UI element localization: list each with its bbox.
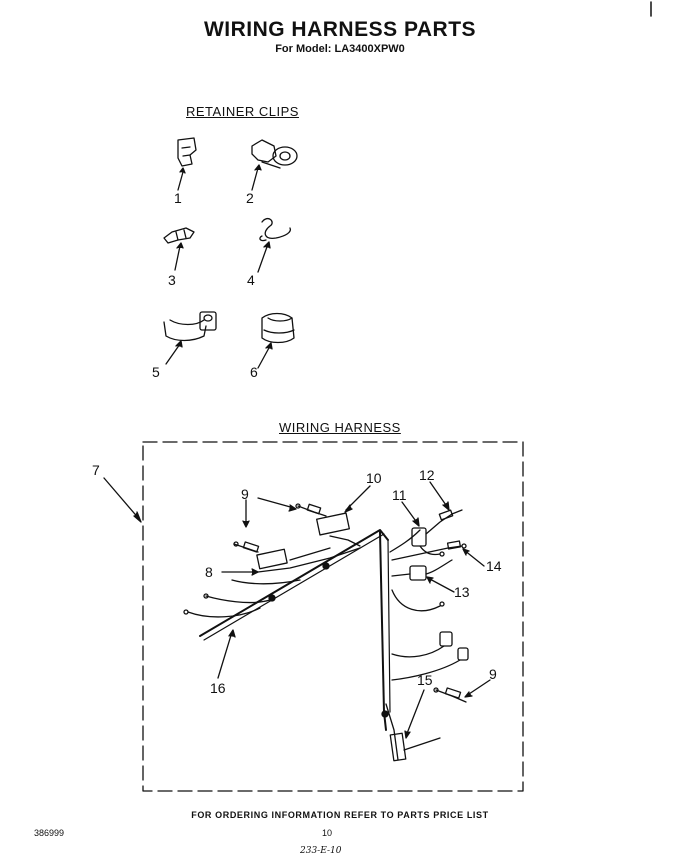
callout-11: 11 (392, 487, 407, 503)
retainer-clip-4-drawing (258, 219, 290, 272)
wiring-harness-drawing (184, 504, 468, 761)
page-title: WIRING HARNESS PARTS (203, 18, 477, 41)
retainer-clip-2-drawing (252, 140, 297, 190)
page-number: 10 (322, 828, 333, 838)
callout-8: 8 (205, 564, 213, 580)
ordering-note: FOR ORDERING INFORMATION REFER TO PARTS PRICE LIST (191, 810, 489, 820)
callout-3: 3 (168, 272, 176, 288)
callout-10: 10 (366, 470, 382, 486)
retainer-clip-6-drawing (258, 314, 294, 369)
callout-5: 5 (152, 364, 160, 380)
callout-6: 6 (250, 364, 258, 380)
callout-14: 14 (486, 558, 502, 574)
callout-9-top: 9 (241, 486, 249, 502)
model-subtitle: For Model: LA3400XPW0 (275, 43, 405, 55)
doc-number: 386999 (34, 828, 65, 838)
retainer-clip-1-drawing (178, 138, 196, 190)
retainer-clip-3-drawing (164, 228, 194, 270)
callout-12: 12 (419, 467, 435, 483)
harness-bounding-box (143, 442, 523, 791)
callout-7: 7 (92, 462, 100, 478)
wiring-harness-heading: WIRING HARNESS (279, 420, 401, 435)
callout-2: 2 (246, 190, 254, 206)
retainer-clip-5-drawing (164, 312, 216, 364)
handwritten-code: 233-E-10 (300, 846, 342, 856)
callout-1: 1 (174, 190, 182, 206)
callout-4: 4 (247, 272, 255, 288)
callout-9-right: 9 (489, 666, 497, 682)
callout-15: 15 (417, 672, 433, 688)
retainer-clips-heading: RETAINER CLIPS (186, 104, 299, 119)
callout-13: 13 (454, 584, 470, 600)
callout-16: 16 (210, 680, 226, 696)
